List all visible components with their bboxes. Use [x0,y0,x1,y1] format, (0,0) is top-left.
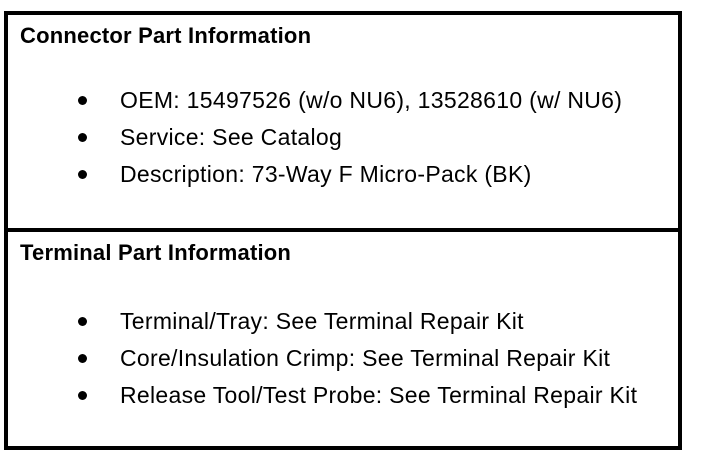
list-item-text: Terminal/Tray: See Terminal Repair Kit [120,308,524,334]
section-connector-part-information [8,15,678,232]
list-item-text: Service: See Catalog [120,124,343,150]
list-item-description [20,156,674,193]
bullet-icon [78,96,87,105]
bullet-icon [78,170,87,179]
part-information-table [4,11,682,450]
list-item-terminal-tray [20,303,674,340]
list-item-text: Release Tool/Test Probe: See Terminal Repair Kit [120,382,638,408]
list-item-oem [20,82,674,119]
terminal-part-list [20,303,674,414]
bullet-icon [78,317,87,326]
list-item-release-tool-test-probe [20,377,674,414]
list-item-text: Description: 73-Way F Micro-Pack (BK) [120,161,532,187]
list-item-service [20,119,674,156]
section-terminal-part-information [8,232,678,446]
list-item-text: Core/Insulation Crimp: See Terminal Repair Kit [120,345,611,371]
connector-part-list [20,82,674,193]
bullet-icon [78,391,87,400]
bullet-icon [78,133,87,142]
list-item-core-insulation-crimp [20,340,674,377]
terminal-section-title: Terminal Part Information [20,240,292,265]
list-item-text: OEM: 15497526 (w/o NU6), 13528610 (w/ NU6) [120,87,623,113]
bullet-icon [78,354,87,363]
connector-section-title: Connector Part Information [20,23,312,48]
